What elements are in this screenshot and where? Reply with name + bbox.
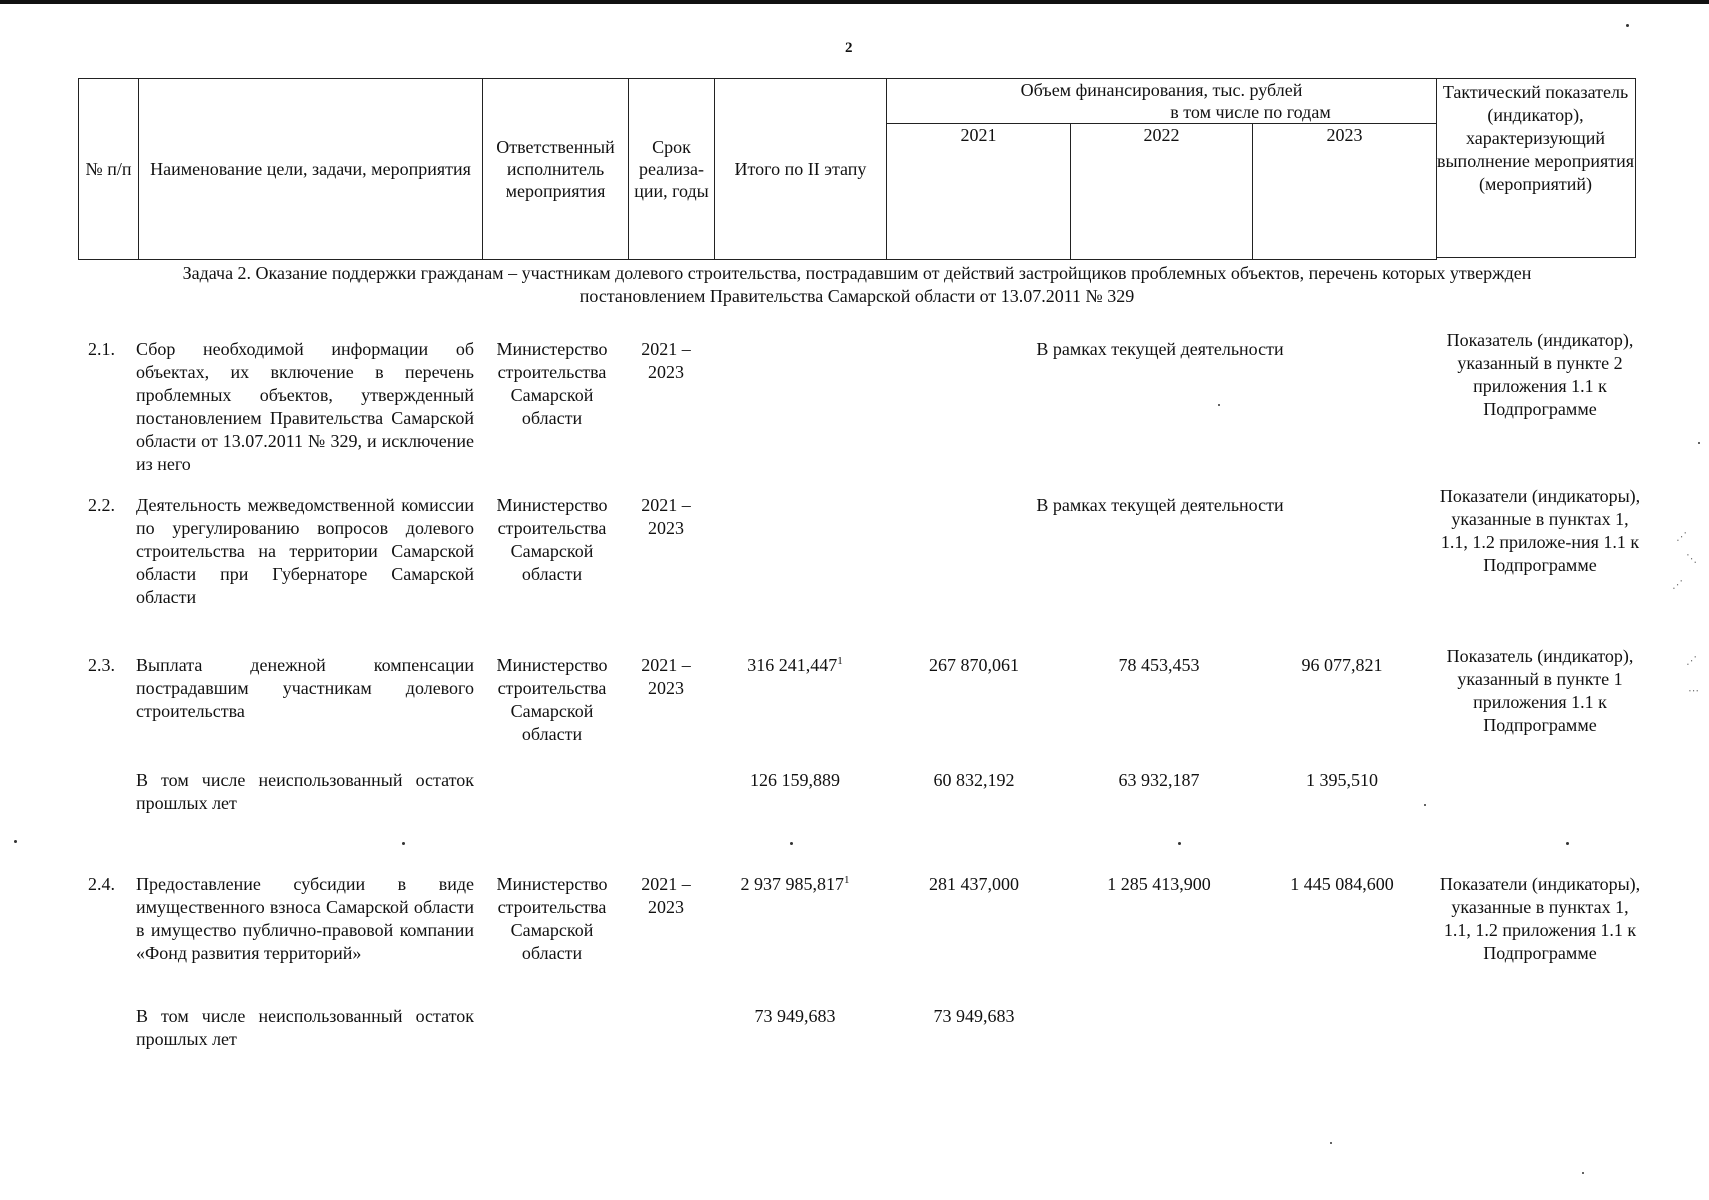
row-indicator: Показатели (индикаторы), указанные в пунктах 1, 1.1, 1.2 приложения 1.1 к Подпрограмме [1439,874,1641,963]
subrow-name: В том числе неиспользованный остаток прошлых лет [136,770,474,813]
header-num: № п/п [79,79,139,260]
subrow-value-2022: 63 932,187 [1118,770,1200,790]
header-year-2023: 2023 [1253,124,1437,260]
scan-speck [1178,842,1181,845]
subrow-name: В том числе неиспользованный остаток прошлых лет [136,1006,474,1049]
scan-smudge: ⋰ [1672,578,1683,591]
header-year-2021: 2021 [887,124,1071,260]
row-value-2022: 1 285 413,900 [1107,874,1211,894]
scan-speck [1698,442,1700,444]
row-funding-note: В рамках текущей деятельности [1036,339,1284,359]
row-name: Выплата денежной компенсации пострадавшим участникам долевого строительства [136,655,474,721]
scan-smudge: ⋰ [1676,530,1687,543]
scan-speck [790,842,793,845]
row-term: 2021 – 2023 [641,655,691,698]
scan-speck [1582,1172,1584,1174]
header-table [78,78,1437,260]
footnote-mark: 1 [844,874,850,886]
row-funding-note: В рамках текущей деятельности [1036,495,1284,515]
row-indicator: Показатель (индикатор), указанный в пункте 2 приложения 1.1 к Подпрограмме [1446,330,1634,419]
row-responsible: Министерство строительства Самарской области [496,339,608,428]
header-indicator: Тактический показатель (индикатор), характеризующий выполнение мероприятия (мероприятий) [1436,78,1636,258]
row-number: 2.3. [88,655,115,675]
row-name: Предоставление субсидии в виде имущественного взноса Самарской области в имущество публично-правовой компании «Фонд развития территорий» [136,874,474,963]
row-number: 2.2. [88,495,115,515]
row-value-2023: 1 445 084,600 [1290,874,1394,894]
row-name: Деятельность межведомственной комиссии по урегулированию вопросов долевого строительства на территории Самарской области при Губернаторе Самарской области [136,495,474,607]
header-name: Наименование цели, задачи, мероприятия [139,79,483,260]
scan-smudge: ⋯ [1688,684,1699,697]
row-responsible: Министерство строительства Самарской области [496,655,608,744]
row-term: 2021 – 2023 [641,339,691,382]
row-number: 2.1. [88,339,115,359]
row-name: Сбор необходимой информации об объектах, их включение в перечень проблемных объектов, утвержденный постановлением Правительства Самарской области от 13.07.2011 № 329, и исключение из него [136,339,474,474]
scan-speck [1218,404,1220,406]
row-total: 2 937 985,817$^1$ [740,874,850,894]
subrow-total: 73 949,683 [754,1006,836,1026]
subrow-value-2021: 73 949,683 [933,1006,1015,1026]
row-term: 2021 – 2023 [641,874,691,917]
row-indicator: Показатель (индикатор), указанный в пункте 1 приложения 1.1 к Подпрограмме [1446,646,1634,735]
task-title-line2: постановлением Правительства Самарской области от 13.07.2011 № 329 [579,286,1135,306]
header-total: Итого по II этапу [715,79,887,260]
scan-speck [1566,842,1569,845]
header-funding: Объем финансирования, тыс. рублей [887,79,1437,102]
task-title [78,262,1636,308]
subrow-total: 126 159,889 [750,770,840,790]
row-number: 2.4. [88,874,115,894]
header-term: Срок реализа-ции, годы [629,79,715,260]
row-total: 316 241,447$^1$ [747,655,843,675]
header-year-2022: 2022 [1071,124,1253,260]
row-indicator: Показатели (индикаторы), указанные в пунктах 1, 1.1, 1.2 приложе-ния 1.1 к Подпрограмме [1439,486,1641,575]
scan-smudge: ⋰ [1686,654,1697,667]
row-value-2023: 96 077,821 [1301,655,1383,675]
row-value-2021: 281 437,000 [929,874,1019,894]
row-value-2021: 267 870,061 [929,655,1019,675]
page-number: 2 [845,40,853,56]
row-value-2022: 78 453,453 [1118,655,1200,675]
scan-speck [1626,24,1629,27]
scan-speck [1424,804,1426,806]
subrow-value-2023: 1 395,510 [1306,770,1378,790]
task-title-line1: Задача 2. Оказание поддержки гражданам – участникам долевого строительства, пострадавшим от действий застройщиков проблемных объектов, перечень которых утвержден [182,263,1532,283]
row-term: 2021 – 2023 [641,495,691,538]
header-by-years: в том числе по годам [887,101,1437,124]
scan-speck [402,842,405,845]
page-top-border [0,0,1709,4]
scan-speck [1330,1142,1332,1144]
row-responsible: Министерство строительства Самарской области [496,495,608,584]
footnote-mark: 1 [837,655,843,667]
scan-speck [14,840,17,843]
scan-smudge: ⋱ [1686,552,1697,565]
row-responsible: Министерство строительства Самарской области [496,874,608,963]
header-responsible: Ответственный исполнитель мероприятия [483,79,629,260]
subrow-value-2021: 60 832,192 [933,770,1015,790]
